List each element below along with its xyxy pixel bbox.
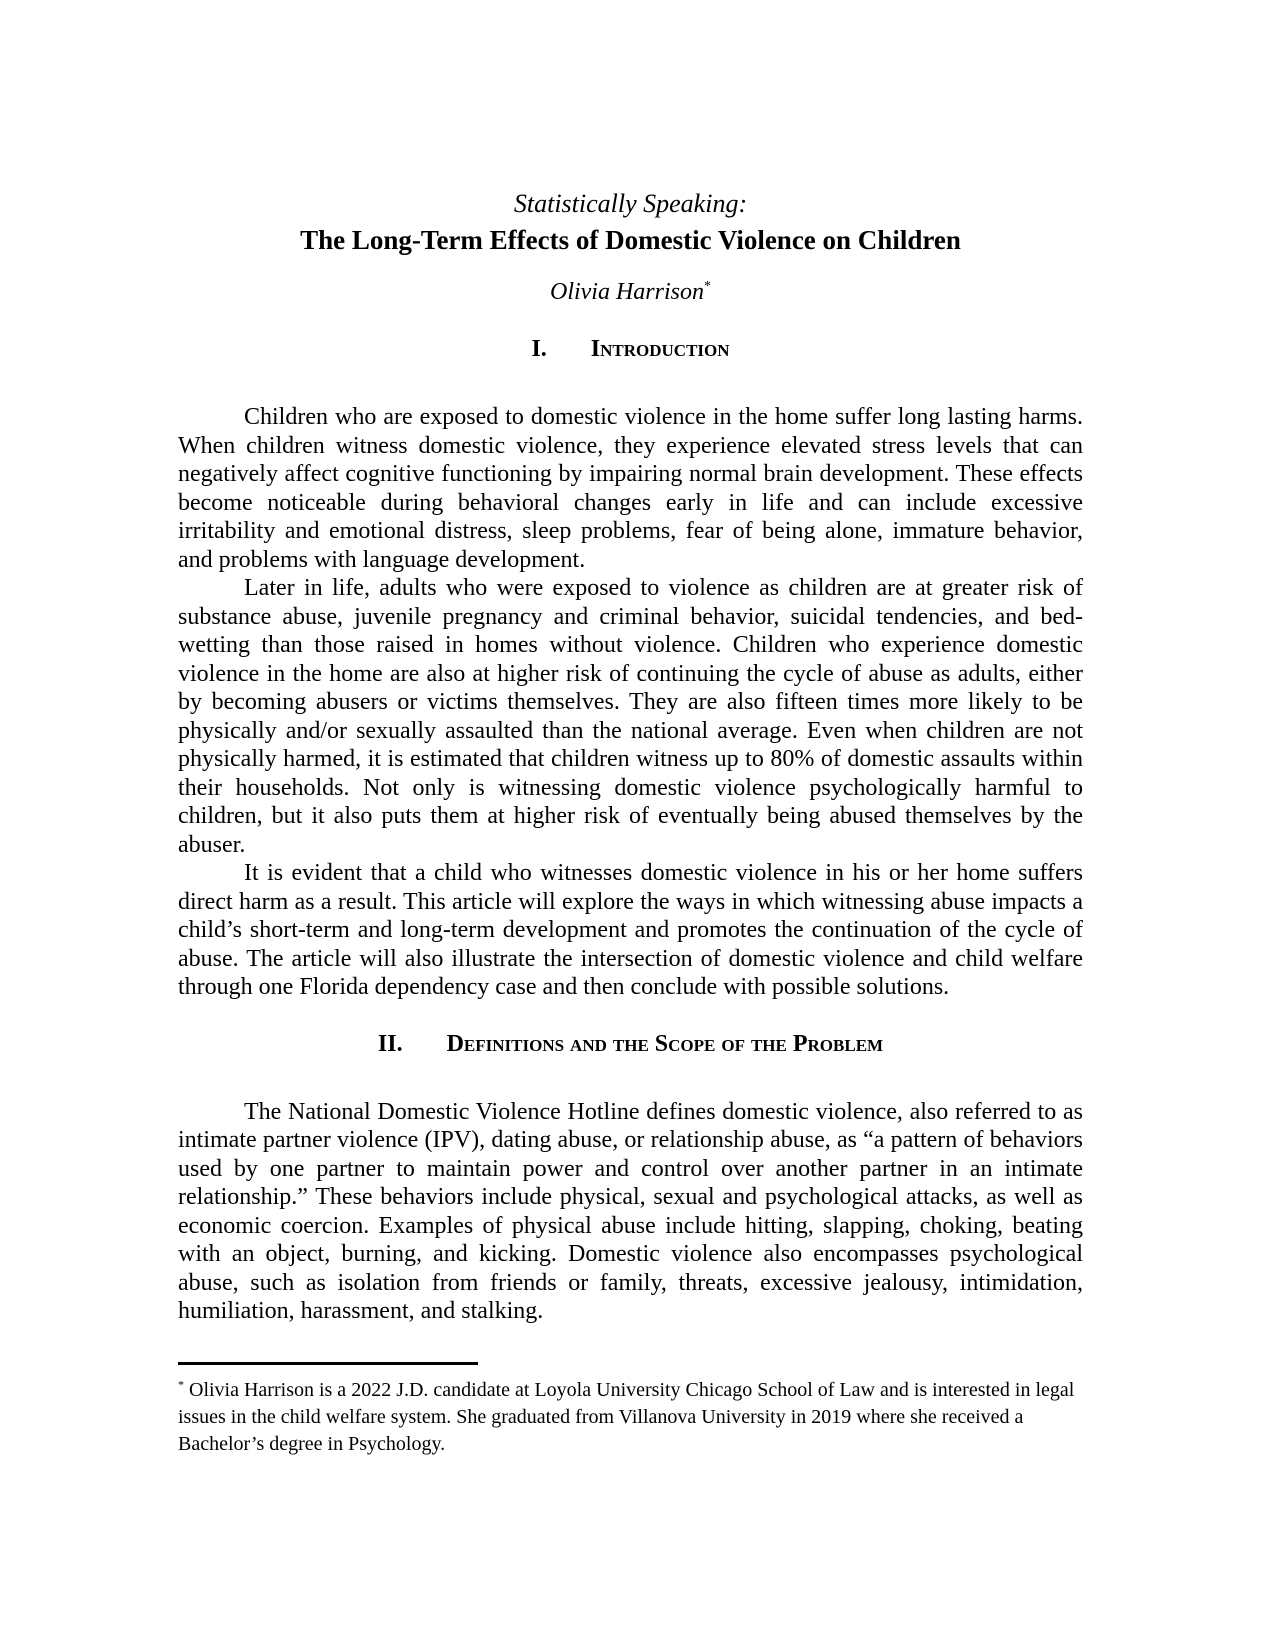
section-heading-definitions	[178, 1029, 1083, 1059]
author-line	[178, 277, 1083, 307]
paragraph-definitions-1: The National Domestic Violence Hotline defines domestic violence, also referred to as intimate partner violence (IPV), dating abuse, or relationship abuse, as “a pattern of behaviors used by one partner to maintain power and control over another partner in an intimate relationship.” These behaviors include physical, sexual and psychological attacks, as well as economic coercion. Examples of physical abuse include hitting, slapping, choking, beating with an object, burning, and kicking. Domestic violence also encompasses psychological abuse, such as isolation from friends or family, threats, excessive jealousy, intimidation, humiliation, harassment, and stalking.	[178, 1098, 1083, 1324]
paragraph-intro-2: Later in life, adults who were exposed to violence as children are at greater risk of substance abuse, juvenile pregnancy and criminal behavior, suicidal tendencies, and bed-wetting than those raised in homes without violence. Children who experience domestic violence in the home are also at higher risk of continuing the cycle of abuse as adults, either by becoming abusers or victims themselves. They are also fifteen times more likely to be physically and/or sexually assaulted than the national average. Even when children are not physically harmed, it is estimated that children witness up to 80% of domestic assaults within their households. Not only is witnessing domestic violence psychologically harmful to children, but it also puts them at higher risk of eventually being abused themselves by the abuser.	[178, 575, 1083, 858]
section-heading-introduction	[178, 334, 1083, 364]
article-title: The Long-Term Effects of Domestic Violence on Children	[300, 225, 961, 255]
footnote-body: Olivia Harrison is a 2022 J.D. candidate at Loyola University Chicago School of Law and is interested in legal issues in the child welfare system. She graduated from Villanova University in 2019 where she received a Bachelor’s degree in Psychology.	[178, 1379, 1075, 1455]
section-definitions	[178, 1029, 1083, 1326]
section-title: Introduction	[590, 336, 730, 362]
footnote-mark: *	[178, 1377, 184, 1392]
section-introduction	[178, 334, 1083, 1002]
article-header	[178, 186, 1083, 307]
section-title: Definitions and the Scope of the Problem	[446, 1030, 884, 1057]
footnote-area	[178, 1362, 1083, 1458]
author-name: Olivia Harrison	[549, 279, 704, 305]
footnote-separator-rule	[178, 1362, 478, 1365]
section-number: I.	[531, 336, 547, 362]
section-number: II.	[377, 1030, 403, 1057]
footnote-text	[178, 1377, 1083, 1458]
paragraph-intro-1: Children who are exposed to domestic violence in the home suffer long lasting harms. When children witness domestic violence, they experience elevated stress levels that can negatively affect cognitive functioning by impairing normal brain development. These effects become noticeable during behavioral changes early in life and can include excessive irritability and emotional distress, sleep problems, fear of being alone, immature behavior, and problems with language development.	[178, 404, 1083, 573]
article-subtitle: Statistically Speaking:	[513, 189, 748, 218]
author-footnote-mark: *	[704, 279, 711, 294]
paragraph-intro-3: It is evident that a child who witnesses domestic violence in his or her home suffers direct harm as a result. This article will explore the ways in which witnessing abuse impacts a child’s short-term and long-term development and promotes the continuation of the cycle of abuse. The article will also illustrate the intersection of domestic violence and child welfare through one Florida dependency case and then conclude with possible solutions.	[178, 860, 1083, 1000]
